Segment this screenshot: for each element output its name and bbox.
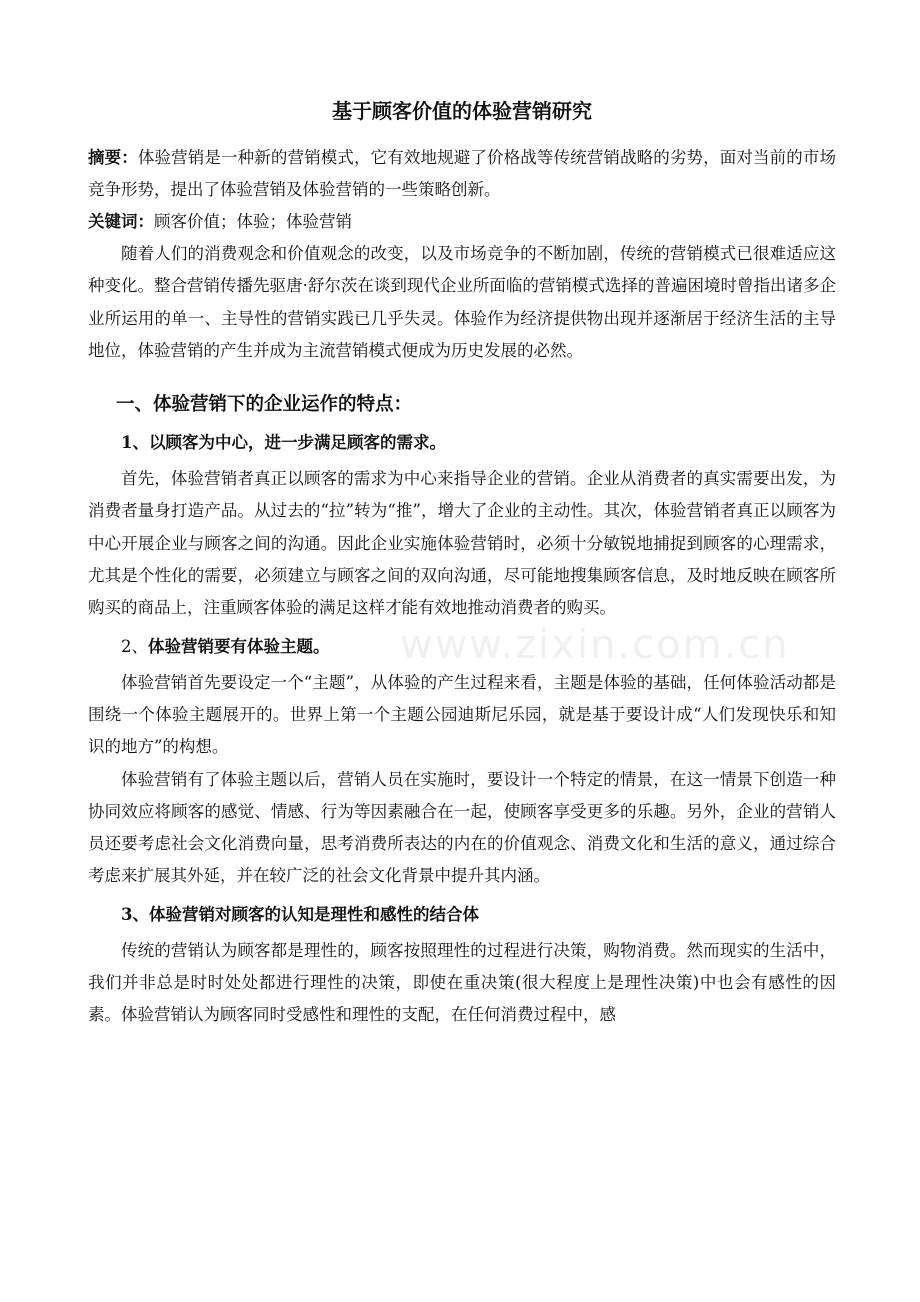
subsection-3-heading: 3、体验营销对顾客的认知是理性和感性的结合体 xyxy=(121,904,479,924)
abstract xyxy=(88,142,836,206)
keywords-label: 关键词： xyxy=(88,212,154,231)
abstract-label: 摘要： xyxy=(88,148,138,167)
document-title: 基于顾客价值的体验营销研究 xyxy=(332,99,592,123)
subsection-2-title: 体验营销要有体验主题。 xyxy=(148,636,330,656)
subsection-1-paragraph: 首先，体验营销者真正以顾客的需求为中心来指导企业的营销。企业从消费者的真实需要出发，为消费者量身打造产品。从过去的“拉”转为“推”，增大了企业的主动性。其次，体验营销者真正以顾客为中心开展企业与顾客之间的沟通。因此企业实施体验营销时，必须十分敏锐地捕捉到顾客的心理需求，尤其是个性化的需要，必须建立与顾客之间的双向沟通，尽可能地搜集顾客信息，及时地反映在顾客所购买的商品上，注重顾客体验的满足这样才能有效地推动消费者的购买。 xyxy=(88,469,836,618)
keywords xyxy=(88,206,836,238)
subsection-2-paragraph-1: 体验营销首先要设定一个“主题”，从体验的产生过程来看，主题是体验的基础，任何体验活动都是围绕一个体验主题展开的。世界上第一个主题公园迪斯尼乐园，就是基于要设计成“人们发现快乐和知识的地方”的构想。 xyxy=(88,672,836,757)
subsection-1-heading: 1、以顾客为中心，进一步满足顾客的需求。 xyxy=(121,433,446,453)
watermark: www.zixin.com.cn xyxy=(400,622,790,668)
subsection-3-paragraph: 传统的营销认为顾客都是理性的，顾客按照理性的过程进行决策，购物消费。然而现实的生活中，我们并非总是时时处处都进行理性的决策，即使在重决策(很大程度上是理性决策)中也会有感性的因素。体验营销认为顾客同时受感性和理性的支配，在任何消费过程中，感 xyxy=(88,940,836,1025)
keywords-text: 顾客价值；体验；体验营销 xyxy=(154,212,352,231)
abstract-text: 体验营销是一种新的营销模式，它有效地规避了价格战等传统营销战略的劣势，面对当前的市场竞争形势，提出了体验营销及体验营销的一些策略创新。 xyxy=(88,148,836,199)
subsection-2-heading xyxy=(88,631,836,663)
subsection-2-number: 2、 xyxy=(121,636,148,656)
intro-paragraph: 随着人们的消费观念和价值观念的改变，以及市场竞争的不断加剧，传统的营销模式已很难适应这种变化。整合营销传播先驱唐·舒尔茨在谈到现代企业所面临的营销模式选择的普遍困境时曾指出诸多企业所运用的单一、主导性的营销实践已几乎失灵。体验作为经济提供物出现并逐渐居于经济生活的主导地位，体验营销的产生并成为主流营销模式便成为历史发展的必然。 xyxy=(88,244,836,360)
subsection-2-paragraph-2: 体验营销有了体验主题以后，营销人员在实施时，要设计一个特定的情景，在这一情景下创造一种协同效应将顾客的感觉、情感、行为等因素融合在一起，使顾客享受更多的乐趣。另外，企业的营销人员还要考虑社会文化消费向量，思考消费所表达的内在的价值观念、消费文化和生活的意义，通过综合考虑来扩展其外延，并在较广泛的社会文化背景中提升其内涵。 xyxy=(88,769,836,886)
section-1-heading: 一、体验营销下的企业运作的特点： xyxy=(116,394,413,416)
